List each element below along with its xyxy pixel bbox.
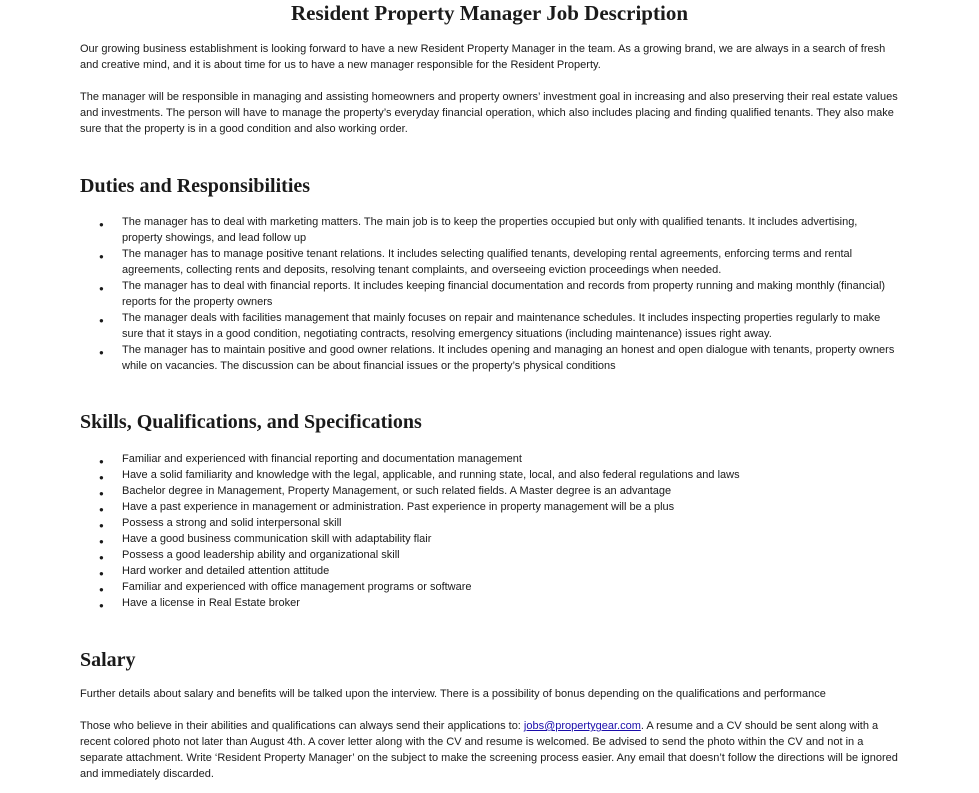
skills-list (80, 451, 899, 611)
bullet-icon: ● (99, 348, 104, 357)
duties-heading: Duties and Responsibilities (80, 175, 311, 197)
list-item (80, 483, 899, 499)
list-item (80, 342, 899, 374)
duty-text: The manager has to deal with marketing matters. The main job is to keep the properties occupied but only with qualified tenants. It includes advertising, property showings, and lead follow up (122, 216, 858, 244)
duty-text: The manager has to deal with financial reports. It includes keeping financial documentation and records from property running and making monthly (financial) reports for the property owners (122, 280, 886, 308)
intro-paragraph-1: Our growing business establishment is looking forward to have a new Resident Property Manager in the team. As a growing brand, we are always in a search of fresh and creative mind, and it is about time for us to have a new manager responsible for the Resident Property. (80, 43, 886, 71)
bullet-icon: ● (99, 457, 104, 466)
bullet-icon: ● (99, 537, 104, 546)
duty-text: The manager deals with facilities management that mainly focuses on repair and maintenance schedules. It includes inspecting properties regularly to make sure that it stays in a good condition, negotiating contracts, resolving emergency situations (including maintenance) issues right away. (122, 312, 881, 340)
skill-text: Possess a good leadership ability and organizational skill (122, 549, 400, 561)
bullet-icon: ● (99, 569, 104, 578)
skill-text: Have a license in Real Estate broker (122, 597, 300, 609)
list-item (80, 515, 899, 531)
bullet-icon: ● (99, 220, 104, 229)
skill-text: Hard worker and detailed attention attitude (122, 565, 330, 577)
duty-text: The manager has to manage positive tenant relations. It includes selecting qualified tenants, developing rental agreements, enforcing terms and rental agreements, collecting rents and deposits, resolving tenant complaints, and overseeing eviction proceedings when needed. (122, 248, 853, 276)
skill-text: Have a past experience in management or administration. Past experience in property management will be a plus (122, 501, 675, 513)
list-item (80, 499, 899, 515)
bullet-icon: ● (99, 585, 104, 594)
skills-heading: Skills, Qualifications, and Specifications (80, 411, 422, 433)
list-item (80, 531, 899, 547)
salary-heading: Salary (80, 649, 136, 671)
skill-text: Bachelor degree in Management, Property Management, or such related fields. A Master degree is an advantage (122, 485, 672, 497)
skill-text: Possess a strong and solid interpersonal skill (122, 517, 342, 529)
bullet-icon: ● (99, 489, 104, 498)
skill-text: Have a good business communication skill with adaptability flair (122, 533, 432, 545)
list-item (80, 467, 899, 483)
bullet-icon: ● (99, 505, 104, 514)
list-item (80, 579, 899, 595)
bullet-icon: ● (99, 521, 104, 530)
skill-text: Familiar and experienced with financial reporting and documentation management (122, 453, 522, 465)
salary-paragraph-2 (80, 718, 899, 782)
bullet-icon: ● (99, 553, 104, 562)
list-item (80, 547, 899, 563)
bullet-icon: ● (99, 252, 104, 261)
email-link[interactable]: jobs@propertygear.com (523, 720, 641, 732)
bullet-icon: ● (99, 316, 104, 325)
bullet-icon: ● (99, 601, 104, 610)
bullet-icon: ● (99, 284, 104, 293)
intro-paragraph-2: The manager will be responsible in managing and assisting homeowners and property owners’ investment goal in increasing and also preserving their real estate values and investments. The person will have to manage the property’s everyday financial operation, which also includes placing and finding qualified tenants. They also make sure that the property is in a good condition and also working order. (80, 91, 898, 135)
list-item (80, 595, 899, 611)
document-title: Resident Property Manager Job Description (290, 1, 688, 25)
list-item (80, 246, 899, 278)
bullet-icon: ● (99, 473, 104, 482)
list-item (80, 451, 899, 467)
list-item (80, 563, 899, 579)
salary-paragraph-1: Further details about salary and benefits will be talked upon the interview. There is a possibility of bonus depending on the qualifications and performance (80, 688, 826, 700)
skill-text: Familiar and experienced with office management programs or software (122, 581, 472, 593)
duties-list (80, 214, 899, 374)
list-item (80, 214, 899, 246)
skill-text: Have a solid familiarity and knowledge with the legal, applicable, and running state, local, and also federal regulations and laws (122, 469, 740, 481)
list-item (80, 310, 899, 342)
duty-text: The manager has to maintain positive and good owner relations. It includes opening and managing an honest and open dialogue with tenants, property owners while on vacancies. The discussion can be about financial issues or the property’s physical conditions (122, 344, 895, 372)
list-item (80, 278, 899, 310)
salary-text-after: . A resume and a CV should be sent along with a recent colored photo not later than August 4th. A cover letter along with the CV and resume is welcomed. Be advised to send the photo within the CV and not in a separate attachment. Write ‘Resident Property Manager’ on the subject to make the screening process easier. Any email that doesn’t follow the directions will be ignored and immediately discarded. (80, 720, 898, 780)
salary-text-before: Those who believe in their abilities and qualifications can always send their applications to: (80, 720, 524, 732)
